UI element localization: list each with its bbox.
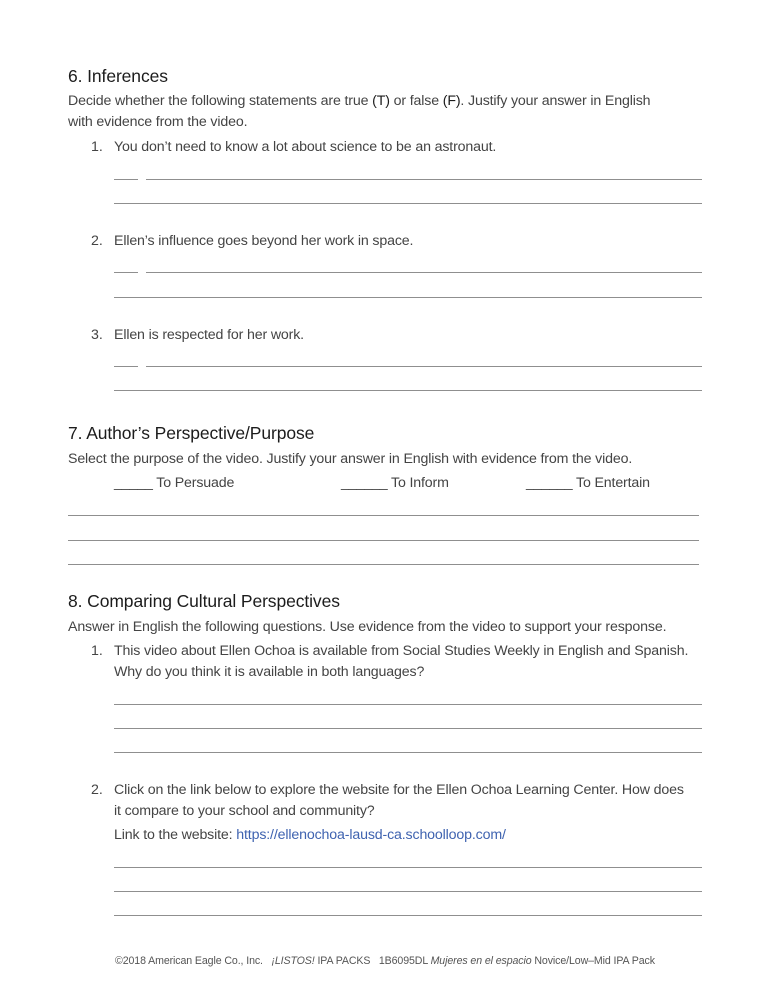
false-marker: (F) bbox=[442, 93, 461, 109]
option-blank[interactable]: ______ bbox=[526, 475, 573, 491]
answer-line[interactable] bbox=[146, 366, 702, 367]
question-text-line2: Why do you think it is available in both languages? bbox=[114, 664, 425, 680]
item-number: 3. bbox=[91, 327, 103, 343]
answer-line[interactable] bbox=[68, 515, 699, 516]
section-6-heading: 6. Inferences bbox=[68, 66, 168, 86]
question-text: Click on the link below to explore the website for the Ellen Ochoa Learning Center. How does bbox=[114, 782, 684, 798]
answer-line[interactable] bbox=[68, 564, 699, 565]
statement-text: Ellen’s influence goes beyond her work in space. bbox=[114, 233, 414, 249]
question-text: This video about Ellen Ochoa is available from Social Studies Weekly in English and Spanish. bbox=[114, 643, 689, 659]
option-label: To Persuade bbox=[156, 475, 235, 491]
website-link[interactable]: https://ellenochoa-lausd-ca.schoolloop.com/ bbox=[236, 827, 506, 843]
link-prefix: Link to the website: bbox=[114, 827, 237, 843]
answer-line[interactable] bbox=[114, 297, 702, 298]
answer-line[interactable] bbox=[114, 915, 702, 916]
option-label: To Entertain bbox=[576, 475, 650, 491]
option-persuade[interactable] bbox=[114, 475, 234, 491]
item-number: 2. bbox=[91, 233, 103, 249]
footer-title: Mujeres en el espacio bbox=[430, 955, 532, 967]
answer-line[interactable] bbox=[114, 203, 702, 204]
footer-series-rest: IPA PACKS bbox=[314, 955, 371, 967]
answer-line[interactable] bbox=[114, 867, 702, 868]
answer-line[interactable] bbox=[114, 390, 702, 391]
footer-code: 1B6095DL bbox=[378, 955, 431, 967]
answer-line[interactable] bbox=[68, 540, 699, 541]
tf-blank[interactable] bbox=[114, 366, 138, 367]
answer-line[interactable] bbox=[114, 891, 702, 892]
answer-line[interactable] bbox=[114, 704, 702, 705]
answer-line[interactable] bbox=[114, 728, 702, 729]
option-entertain[interactable] bbox=[526, 475, 650, 491]
instr-part-c: . Justify your answer in English bbox=[460, 93, 651, 109]
option-blank[interactable]: _____ bbox=[114, 475, 153, 491]
option-inform[interactable] bbox=[341, 475, 449, 491]
tf-blank[interactable] bbox=[114, 179, 138, 180]
link-line bbox=[114, 827, 506, 843]
section-6-instructions-line2: with evidence from the video. bbox=[68, 114, 248, 130]
section-8-instructions: Answer in English the following questions. Use evidence from the video to support your response. bbox=[68, 619, 667, 635]
item-number: 2. bbox=[91, 782, 103, 798]
option-blank[interactable]: ______ bbox=[341, 475, 388, 491]
option-label: To Inform bbox=[391, 475, 449, 491]
question-text-line2: it compare to your school and community? bbox=[114, 803, 375, 819]
answer-line[interactable] bbox=[114, 752, 702, 753]
section-7-heading: 7. Author’s Perspective/Purpose bbox=[68, 423, 315, 443]
tf-blank[interactable] bbox=[114, 272, 138, 273]
statement-text: You don’t need to know a lot about science to be an astronaut. bbox=[114, 139, 497, 155]
item-number: 1. bbox=[91, 139, 103, 155]
instr-part-a: Decide whether the following statements are true bbox=[68, 93, 373, 109]
answer-line[interactable] bbox=[146, 179, 702, 180]
instr-part-b: or false bbox=[389, 93, 443, 109]
section-8-heading: 8. Comparing Cultural Perspectives bbox=[68, 591, 340, 611]
true-marker: (T) bbox=[372, 93, 390, 109]
footer-level: Novice/Low–Mid IPA Pack bbox=[531, 955, 655, 967]
statement-text: Ellen is respected for her work. bbox=[114, 327, 304, 343]
footer-series: ¡LISTOS! bbox=[271, 955, 315, 967]
section-7-instructions: Select the purpose of the video. Justify your answer in English with evidence from the video. bbox=[68, 451, 633, 467]
page-footer bbox=[115, 955, 655, 967]
footer-copyright: ©2018 American Eagle Co., Inc. bbox=[115, 955, 263, 967]
section-6-instructions bbox=[68, 93, 650, 109]
item-number: 1. bbox=[91, 643, 103, 659]
answer-line[interactable] bbox=[146, 272, 702, 273]
